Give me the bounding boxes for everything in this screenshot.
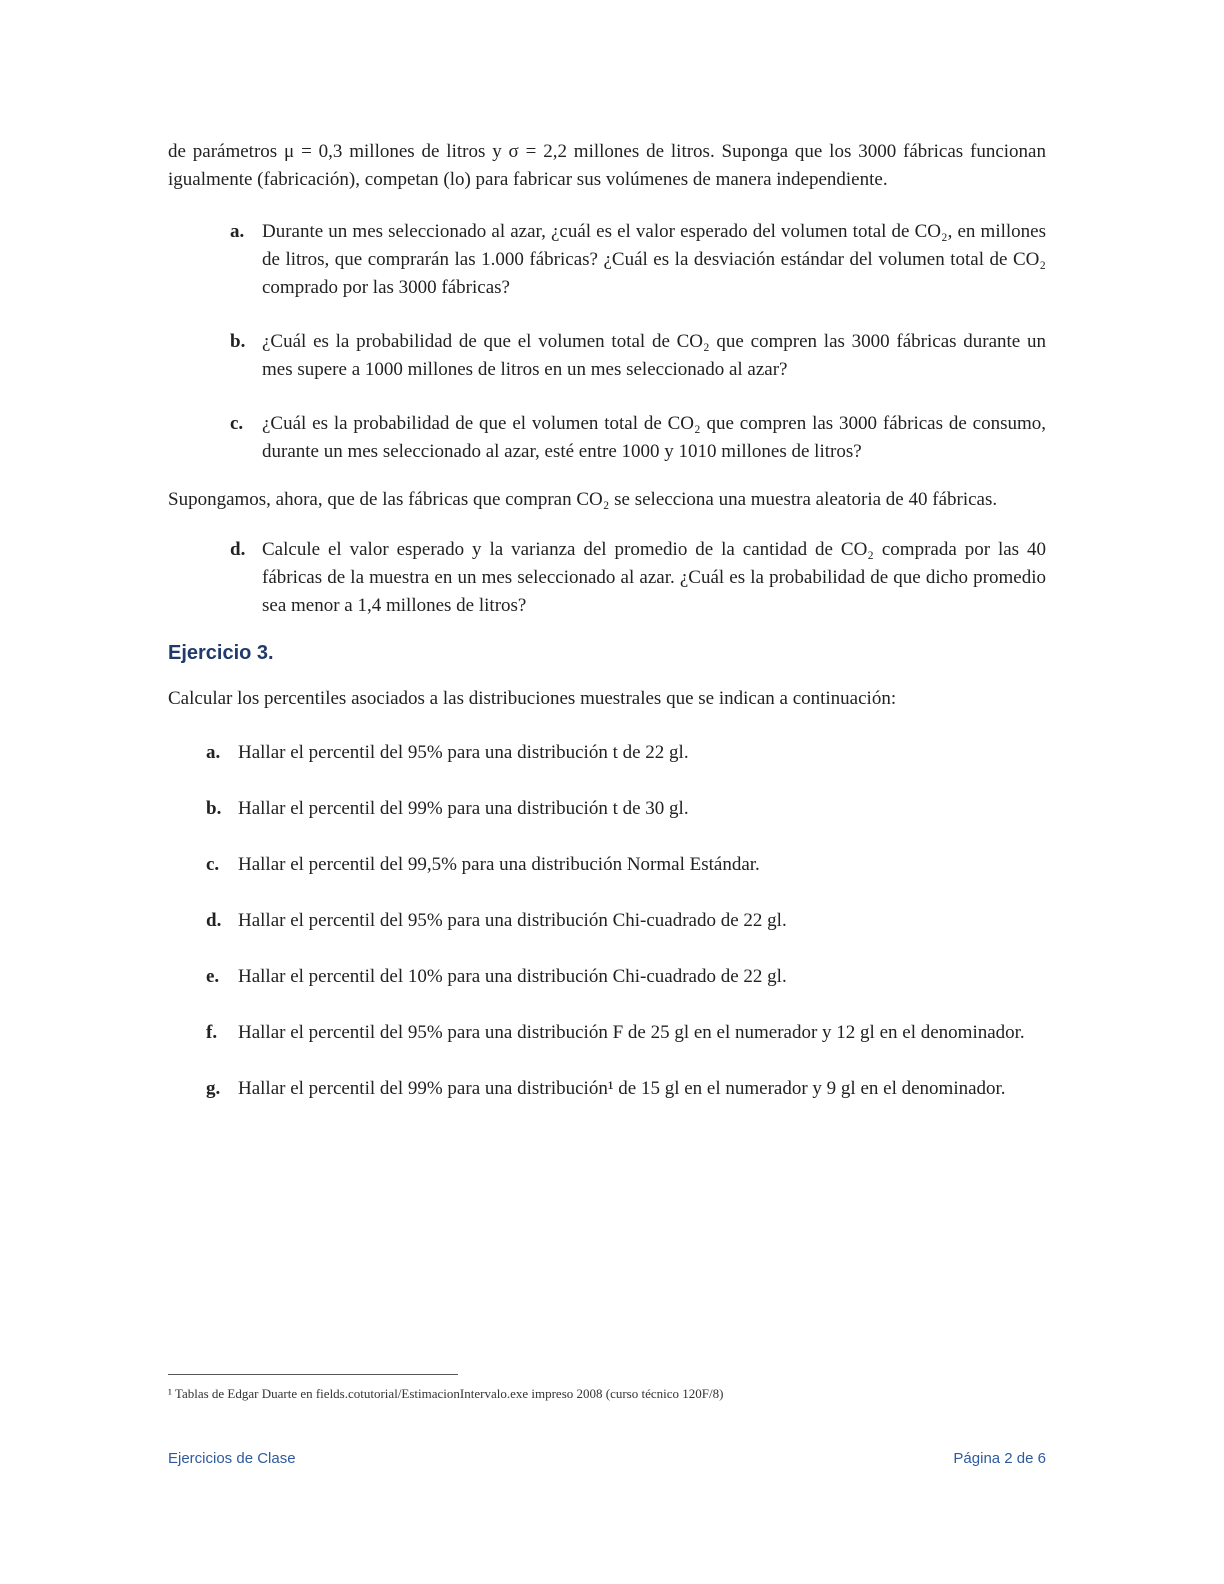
list-item bbox=[230, 328, 1046, 384]
list-item bbox=[206, 1019, 1046, 1047]
list-item-text: Hallar el percentil del 99% para una distribución¹ de 15 gl en el numerador y 9 gl en el denominador. bbox=[238, 1078, 1006, 1099]
list-marker: a. bbox=[230, 221, 245, 242]
list-item-text: Calcule el valor esperado y la varianza del promedio de la cantidad de CO₂ comprada por las 40 fábricas de la muestra en un mes seleccionado al azar. ¿Cuál es la probabilidad de que dicho promedio sea menor a 1,4 millones de litros? bbox=[262, 539, 1046, 616]
list-item bbox=[230, 536, 1046, 620]
list-item-text: Hallar el percentil del 99% para una distribución t de 30 gl. bbox=[238, 798, 689, 819]
page-content bbox=[168, 138, 1046, 1103]
list-marker: b. bbox=[230, 331, 246, 352]
list-item-text: ¿Cuál es la probabilidad de que el volumen total de CO₂ que compren las 3000 fábricas de consumo, durante un mes seleccionado al azar, esté entre 1000 y 1010 millones de litros? bbox=[262, 413, 1046, 462]
list-item bbox=[206, 851, 1046, 879]
list-item-text: Hallar el percentil del 95% para una distribución t de 22 gl. bbox=[238, 742, 689, 763]
list-item-text: ¿Cuál es la probabilidad de que el volumen total de CO₂ que compren las 3000 fábricas durante un mes supere a 1000 millones de litros en un mes seleccionado al azar? bbox=[262, 331, 1046, 380]
section-intro: Calcular los percentiles asociados a las distribuciones muestrales que se indican a continuación: bbox=[168, 688, 897, 709]
list-marker: d. bbox=[230, 539, 246, 560]
questions-list-a bbox=[168, 218, 1046, 466]
footer-page-number: Página 2 de 6 bbox=[953, 1450, 1046, 1467]
list-marker: f. bbox=[206, 1022, 218, 1043]
list-item-text: Hallar el percentil del 95% para una distribución Chi-cuadrado de 22 gl. bbox=[238, 910, 787, 931]
list-item-text: Hallar el percentil del 99,5% para una distribución Normal Estándar. bbox=[238, 854, 760, 875]
list-item bbox=[230, 218, 1046, 302]
middle-paragraph: Supongamos, ahora, que de las fábricas que compran CO₂ se selecciona una muestra aleatoria de 40 fábricas. bbox=[168, 489, 998, 510]
list-marker: b. bbox=[206, 798, 222, 819]
section-heading: Ejercicio 3. bbox=[168, 642, 274, 664]
list-item-text: Hallar el percentil del 95% para una distribución F de 25 gl en el numerador y 12 gl en el denominador. bbox=[238, 1022, 1025, 1043]
footnote-separator bbox=[168, 1374, 458, 1375]
list-marker: g. bbox=[206, 1078, 221, 1099]
list-marker: d. bbox=[206, 910, 222, 931]
list-marker: e. bbox=[206, 966, 220, 987]
list-item bbox=[206, 795, 1046, 823]
list-item bbox=[206, 907, 1046, 935]
list-marker: c. bbox=[230, 413, 244, 434]
list-item-text: Hallar el percentil del 10% para una distribución Chi-cuadrado de 22 gl. bbox=[238, 966, 787, 987]
list-marker: a. bbox=[206, 742, 221, 763]
page-footer bbox=[168, 1450, 1046, 1467]
list-item bbox=[230, 410, 1046, 466]
intro-paragraph: de parámetros μ = 0,3 millones de litros y σ = 2,2 millones de litros. Suponga que los 3000 fábricas funcionan igualmente (fabricación), competan (lo) para fabricar sus volúmenes de manera independiente. bbox=[168, 141, 1046, 190]
list-item bbox=[206, 1075, 1046, 1103]
list-item bbox=[206, 739, 1046, 767]
questions-list-b bbox=[168, 536, 1046, 620]
list-item bbox=[206, 963, 1046, 991]
footnote: ¹ Tablas de Edgar Duarte en fields.cotutorial/EstimacionIntervalo.exe impreso 2008 (curso técnico 120F/8) bbox=[168, 1386, 724, 1401]
list-marker: c. bbox=[206, 854, 220, 875]
list-item-text: Durante un mes seleccionado al azar, ¿cuál es el valor esperado del volumen total de CO₂, en millones de litros, que comprarán las 1.000 fábricas? ¿Cuál es la desviación estándar del volumen total de CO₂ comprado por las 3000 fábricas? bbox=[262, 221, 1046, 298]
percentile-list bbox=[168, 739, 1046, 1103]
footer-left: Ejercicios de Clase bbox=[168, 1450, 296, 1467]
